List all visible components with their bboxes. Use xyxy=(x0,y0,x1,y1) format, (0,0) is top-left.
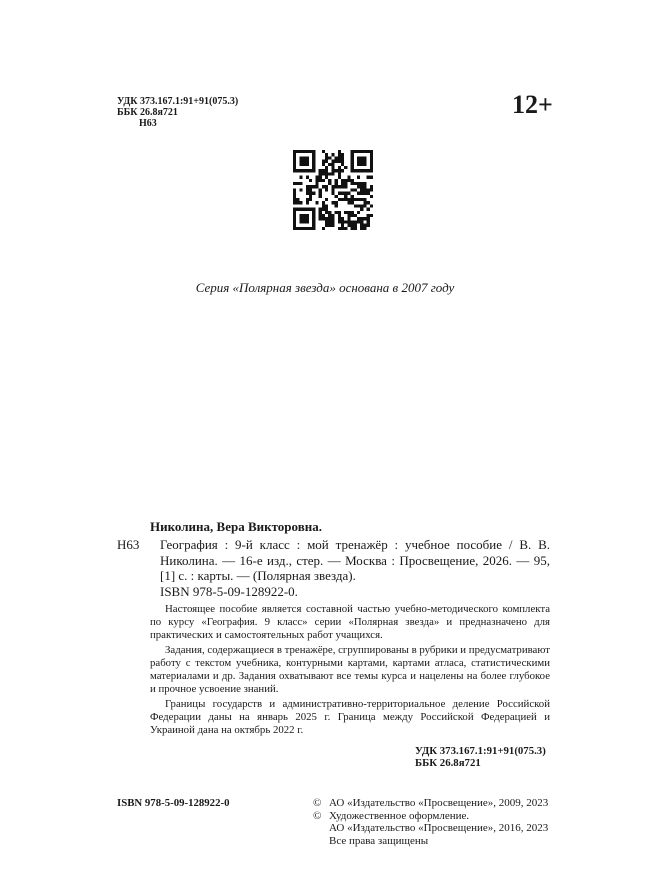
catalog-codes xyxy=(415,745,550,769)
udc-code: УДК 373.167.1:91+91(075.3) xyxy=(415,745,546,757)
classification-codes xyxy=(117,96,238,129)
catalog-code: Н63 xyxy=(117,537,140,552)
age-rating: 12+ xyxy=(512,90,553,119)
catalog-card xyxy=(117,519,550,847)
catalog-entry xyxy=(117,537,550,599)
author-code: Н63 xyxy=(139,118,157,129)
footer xyxy=(117,797,550,847)
copyright-line: АО «Издательство «Просвещение», 2009, 2023 xyxy=(329,797,549,809)
annotation xyxy=(150,603,550,737)
annotation-paragraph: Границы государств и административно-территориальное деление Российской Федерации даны на январь 2025 г. Граница между Российской Федерацией и Украиной дана на октябрь 2022 г. xyxy=(150,698,550,736)
catalog-author: Николина, Вера Викторовна. xyxy=(150,519,322,534)
description-text: География : 9-й класс : мой тренажёр : учебное пособие / В. В. Николина. — 16-е изд., стер. — Москва : Просвещение, 2026. — 95, [1] с. : карты. — (Полярная звезда). xyxy=(160,537,550,583)
qr-code-icon xyxy=(293,150,373,230)
udc-code: УДК 373.167.1:91+91(075.3) xyxy=(117,96,239,107)
copyright-block xyxy=(313,797,548,847)
bbk-code: ББК 26.8я721 xyxy=(117,107,178,118)
bibliographic-description xyxy=(160,537,550,599)
rights-reserved: Все права защищены xyxy=(329,834,429,847)
annotation-paragraph: Задания, содержащиеся в тренажёре, сгруппированы в рубрики и предусматривают работу с текстом учебника, контурными картами, картами атласа, статистическими материалами и др. Задания охватывают все темы курса и нацелены на более глубокое и прочное усвоение знаний. xyxy=(150,644,550,695)
series-note: Серия «Полярная звезда» основана в 2007 году xyxy=(195,280,455,295)
copyright-line: Художественное оформление. xyxy=(329,809,470,822)
footer-isbn: ISBN 978-5-09-128922-0 xyxy=(117,797,230,809)
copyright-symbol: © xyxy=(313,809,322,822)
bbk-code: ББК 26.8я721 xyxy=(415,757,481,769)
copyright-symbol: © xyxy=(313,797,322,809)
catalog-isbn: ISBN 978-5-09-128922-0. xyxy=(160,583,298,599)
annotation-paragraph: Настоящее пособие является составной частью учебно-методического комплекта по курсу «География. 9 класс» серии «Полярная звезда» и предназначено для практических и самостоятельных работ учащихся. xyxy=(150,603,550,641)
copyright-line: АО «Издательство «Просвещение», 2016, 2023 xyxy=(329,822,549,834)
